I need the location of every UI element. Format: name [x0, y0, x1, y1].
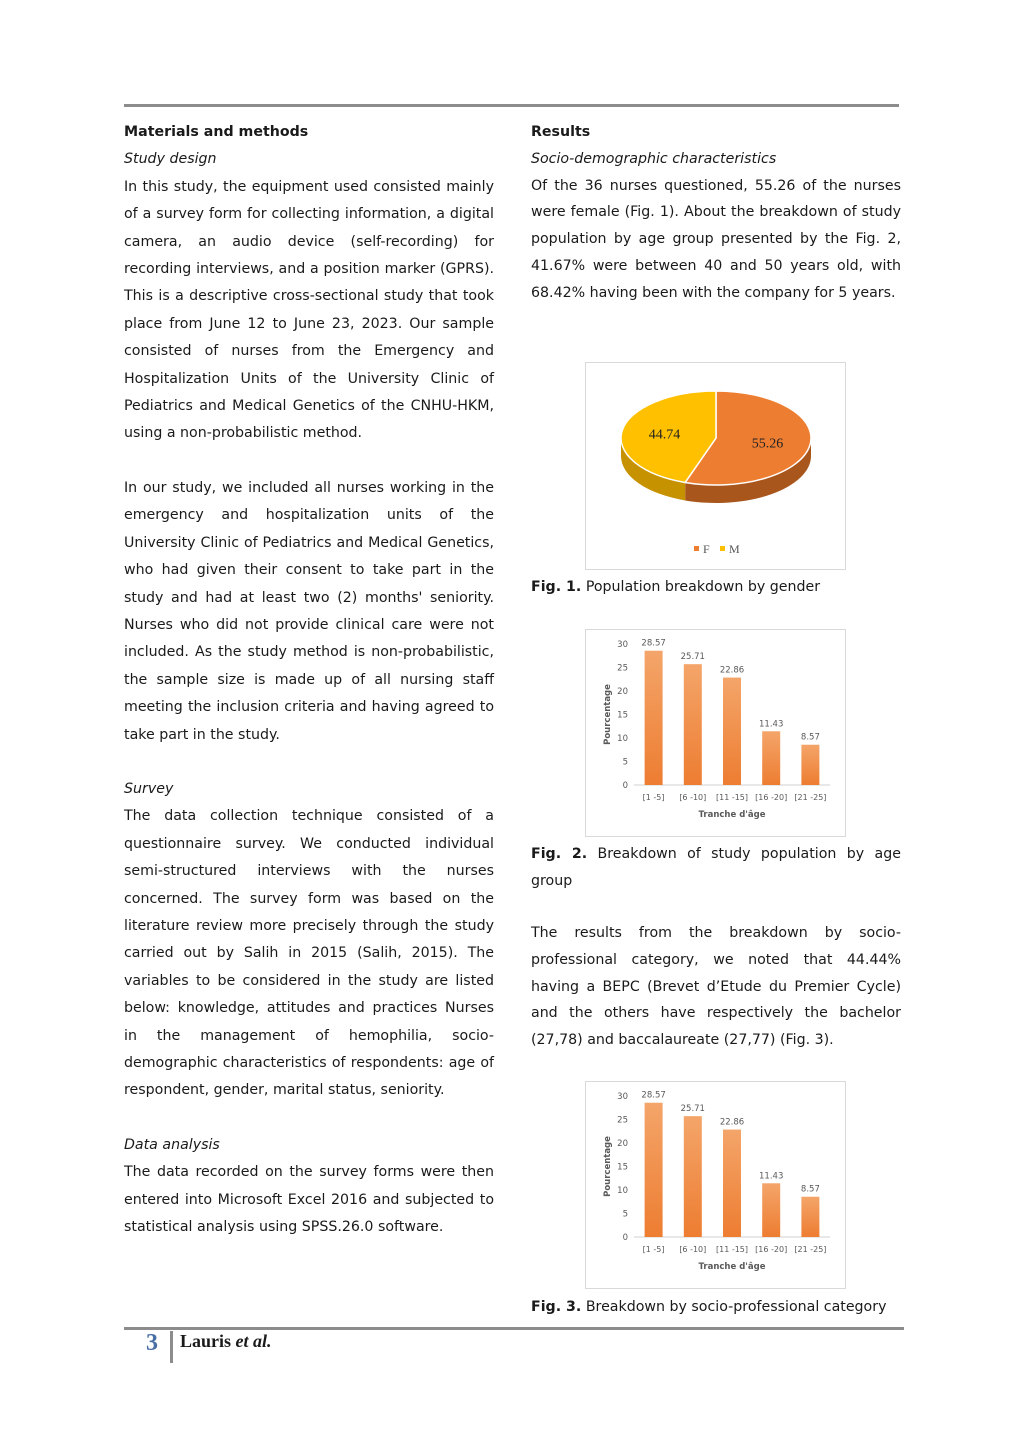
y-tick-0: 0 [622, 781, 628, 791]
y-tick-10: 10 [617, 1186, 628, 1196]
bar-1 [684, 1116, 702, 1237]
figure-3-label: Fig. 3. [531, 1299, 582, 1315]
bar-value-label-3: 11.43 [759, 719, 784, 730]
pie-label-M: 44.74 [648, 427, 681, 443]
header-rule [124, 104, 899, 107]
x-axis-title: Tranche d'âge [698, 810, 766, 820]
bar-value-label-4: 8.57 [800, 1184, 820, 1195]
section-title-methods: Materials and methods [124, 124, 309, 140]
figure-2-caption [531, 841, 901, 895]
running-author [180, 1331, 272, 1352]
y-axis-title: Pourcentage [603, 684, 613, 745]
bar-value-label-2: 22.86 [719, 665, 745, 676]
figure-3-caption [531, 1294, 901, 1321]
x-tick-label-1: [6 -10] [679, 793, 707, 802]
y-tick-20: 20 [617, 1139, 628, 1149]
section-title-results: Results [531, 124, 591, 140]
x-tick-label-0: [1 -5] [642, 793, 665, 802]
results-paragraph-2: The results from the breakdown by socio-professional category, we noted that 44.44% having a BEPC (Brevet d’Etude du Premier Cycle) and the others have respectively the bachelor (27,78) and baccalaureate (27,77) (Fig. 3). [531, 925, 901, 1049]
bar-4 [801, 745, 819, 785]
subheading-survey: Survey [124, 780, 174, 797]
bar-0 [645, 1103, 663, 1237]
bar-chart-socio-professional [586, 1082, 845, 1288]
x-tick-label-3: [16 -20] [755, 793, 788, 802]
x-tick-label-4: [21 -25] [794, 793, 827, 802]
bar-value-label-1: 25.71 [680, 652, 705, 663]
figure-1-text: Population breakdown by gender [581, 579, 821, 595]
y-tick-10: 10 [617, 734, 628, 744]
author-name: Lauris [180, 1331, 232, 1351]
y-tick-30: 30 [617, 640, 628, 650]
subheading-data-analysis: Data analysis [124, 1136, 220, 1153]
legend-label-F: F [703, 542, 710, 556]
legend-swatch-F [694, 546, 699, 551]
legend-swatch-M [720, 546, 725, 551]
y-tick-30: 30 [617, 1092, 628, 1102]
results-paragraph-1: Of the 36 nurses questioned, 55.26 of the nurses were female (Fig. 1). About the breakdown of study population by age group presented by the Fig. 2, 41.67% were between 40 and 50 years old, with 68.42% having been with the company for 5 years. [531, 177, 901, 301]
bar-4 [801, 1197, 819, 1237]
subheading-socio-demographic: Socio-demographic characteristics [531, 150, 777, 167]
bar-3 [762, 731, 780, 785]
y-tick-25: 25 [617, 663, 628, 674]
bar-0 [645, 651, 663, 785]
x-tick-label-4: [21 -25] [794, 1245, 827, 1254]
subheading-study-design: Study design [124, 151, 217, 168]
figure-2-frame [585, 629, 846, 837]
left-column [124, 119, 494, 1241]
bar-1 [684, 664, 702, 785]
y-tick-15: 15 [617, 1162, 628, 1173]
x-axis-title: Tranche d'âge [698, 1262, 766, 1272]
right-column-middle [531, 920, 901, 1054]
bar-chart-age [586, 630, 845, 836]
bar-value-label-0: 28.57 [641, 1090, 666, 1101]
right-column-top [531, 119, 901, 307]
footer-rule [124, 1327, 904, 1330]
study-design-paragraph-2: In our study, we included all nurses working in the emergency and hospitalization units of the University Clinic of Pediatrics and Medical Genetics, who had given their consent to take part in the study and had at least two (2) months' seniority. Nurses who did not provide clinical care were not included. As the study method is non-probabilistic, the sample size is made up of all nursing staff meeting the inclusion criteria and having agreed to take part in the study. [124, 479, 494, 743]
figure-1-label: Fig. 1. [531, 579, 582, 595]
bar-value-label-4: 8.57 [800, 732, 820, 743]
bar-value-label-2: 22.86 [719, 1117, 745, 1128]
bar-value-label-1: 25.71 [680, 1104, 705, 1115]
x-tick-label-0: [1 -5] [642, 1245, 665, 1254]
figure-1-caption [531, 574, 901, 601]
y-tick-15: 15 [617, 710, 628, 721]
figure-2-text: Breakdown of study population by age group [531, 846, 901, 889]
y-tick-25: 25 [617, 1115, 628, 1126]
y-tick-20: 20 [617, 687, 628, 697]
legend-label-M: M [729, 542, 740, 556]
figure-1-frame [585, 362, 846, 570]
bar-value-label-0: 28.57 [641, 638, 666, 649]
x-tick-label-3: [16 -20] [755, 1245, 788, 1254]
page-number: 3 [146, 1330, 158, 1356]
x-tick-label-1: [6 -10] [679, 1245, 707, 1254]
author-et-al: et al. [231, 1331, 272, 1351]
survey-paragraph: The data collection technique consisted of a questionnaire survey. We conducted individual semi-structured interviews with the nurses concerned. The survey form was based on the literature review more precisely through the study carried out by Salih in 2015 (Salih, 2015). The variables to be considered in the study are listed below: knowledge, attitudes and practices Nurses in the management of hemophilia, socio-demographic characteristics of respondents: age of respondent, gender, marital status, seniority. [124, 808, 494, 1099]
y-tick-5: 5 [622, 757, 628, 768]
footer-divider [170, 1331, 173, 1363]
bar-value-label-3: 11.43 [759, 1171, 784, 1182]
x-tick-label-2: [11 -15] [715, 1245, 749, 1254]
figure-3-text: Breakdown by socio-professional category [581, 1299, 887, 1315]
figure-3-frame [585, 1081, 846, 1289]
bar-2 [723, 1130, 741, 1237]
data-analysis-paragraph: The data recorded on the survey forms were then entered into Microsoft Excel 2016 and subjected to statistical analysis using SPSS.26.0 software. [124, 1164, 494, 1236]
y-tick-0: 0 [622, 1233, 628, 1243]
y-axis-title: Pourcentage [603, 1136, 613, 1197]
study-design-paragraph-1: In this study, the equipment used consisted mainly of a survey form for collecting information, a digital camera, an audio device (self-recording) for recording interviews, and a position marker (GPRS). This is a descriptive cross-sectional study that took place from June 12 to June 23, 2023. Our sample consisted of nurses from the Emergency and Hospitalization Units of the University Clinic of Pediatrics and Medical Genetics of the CNHU-HKM, using a non-probabilistic method. [124, 178, 494, 442]
pie-label-F: 55.26 [751, 436, 784, 452]
x-tick-label-2: [11 -15] [715, 793, 749, 802]
y-tick-5: 5 [622, 1209, 628, 1220]
bar-2 [723, 678, 741, 785]
pie-chart [586, 363, 845, 569]
figure-2-label: Fig. 2. [531, 846, 588, 862]
bar-3 [762, 1183, 780, 1237]
